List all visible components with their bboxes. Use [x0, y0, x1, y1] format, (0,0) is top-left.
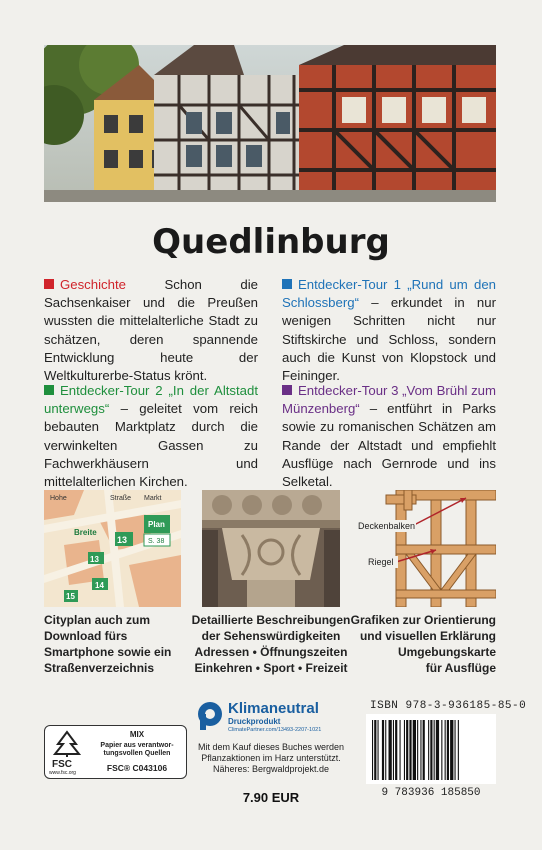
map-label: Straße — [110, 495, 132, 502]
section-label: Entdecker-Tour 1 — [298, 277, 402, 292]
fsc-text: Papier aus verantwor- tungsvollen Quellen — [100, 742, 174, 757]
timber-diagram-thumbnail — [356, 490, 496, 607]
section-label: Geschichte — [60, 277, 126, 292]
cover-photo-houses — [44, 45, 496, 202]
map-label: Hohe — [50, 495, 67, 502]
section-text: – geleitet vom reich bebauten Marktplatz durch die verwinkelten Gassen zu Fachwerkhäusern und mittelalterlichen Kirchen. — [44, 401, 258, 490]
isbn-label: ISBN 978-3-936185-85-0 — [370, 700, 527, 712]
fsc-brand: FSC — [52, 759, 72, 770]
section-label: Entdecker-Tour 3 — [298, 383, 399, 398]
section-tour3 — [282, 382, 496, 491]
diagram-label: Deckenbalken — [358, 521, 416, 531]
section-text: – erkundet in nur wenigen Schritten nicht nur Stiftskirche und Schloss, sondern auch die Kunst von Klopstock und Feininger. — [282, 295, 496, 384]
section-quote: „Vom Brühl zum Münzenberg“ — [282, 383, 496, 417]
map-label: Markt — [144, 495, 162, 502]
price: 7.90 EUR — [242, 790, 300, 805]
section-tour1 — [282, 276, 496, 385]
section-tour2 — [44, 382, 258, 491]
diagram-label: Riegel — [368, 557, 394, 567]
caption-descriptions: Detaillierte Beschreibungen der Sehenswürdigkeiten Adressen • Öffnungszeiten Einkehren • Sport • Freizeit — [191, 613, 351, 675]
fsc-mix: MIX — [129, 730, 145, 739]
map-label: S. 38 — [148, 538, 165, 545]
green-square-icon — [44, 385, 54, 395]
blue-square-icon — [282, 279, 292, 289]
capital-photo-thumbnail — [202, 490, 340, 607]
fsc-url: www.fsc.org — [49, 770, 76, 776]
barcode — [366, 714, 496, 784]
map-label: 13 — [90, 555, 99, 564]
caption-graphics: Grafiken zur Orientierung und visuellen Erklärung Umgebungskarte für Ausflüge — [350, 613, 496, 675]
map-label: 13 — [117, 535, 128, 545]
map-label: Plan — [148, 520, 165, 529]
section-geschichte — [44, 276, 258, 385]
fsc-code: FSC® C043106 — [106, 763, 168, 773]
climatepartner-icon — [196, 700, 226, 732]
map-label: Breite — [74, 528, 97, 537]
caption-map: Cityplan auch zum Download fürs Smartphone sowie ein Straßenverzeichnis — [44, 613, 172, 675]
map-label: 15 — [66, 592, 75, 601]
klima-name: Klimaneutral — [228, 700, 319, 717]
section-quote: „In der Altstadt unterwegs“ — [44, 383, 258, 417]
fsc-tree-icon — [50, 730, 84, 758]
klima-partner: ClimatePartner.com/13493-2207-1021 — [228, 727, 322, 733]
map-label: 14 — [95, 581, 104, 590]
fsc-logo-box — [44, 725, 187, 779]
page-title: Quedlinburg — [152, 222, 390, 262]
city-map-thumbnail — [44, 490, 181, 607]
notice-text: Mit dem Kauf dieses Buches werden Pflanzaktionen im Harz unterstützt. Näheres: Bergwaldprojekt.de — [197, 742, 345, 774]
isbn-digits: 9 783936 185850 — [381, 787, 481, 799]
section-quote: „Rund um den Schlossberg“ — [282, 277, 496, 311]
purple-square-icon — [282, 385, 292, 395]
section-text: – entführt in Parks sowie zu romanischen Schätzen am Rande der Altstadt und empfiehlt Ausflüge nach Gernrode und ins Selketal. — [282, 401, 496, 490]
klima-sub: Druckprodukt — [228, 717, 281, 726]
barcode-icon — [366, 714, 496, 784]
red-square-icon — [44, 279, 54, 289]
section-text: Schon die Sachsenkaiser und die Preußen wussten die mittelalterliche Stadt zu schätzen, deren spannende Entwicklung heute der Weltkulturerbe-Status krönt. — [44, 277, 258, 384]
section-label: Entdecker-Tour 2 — [60, 383, 163, 398]
klimaneutral-logo — [196, 700, 346, 736]
